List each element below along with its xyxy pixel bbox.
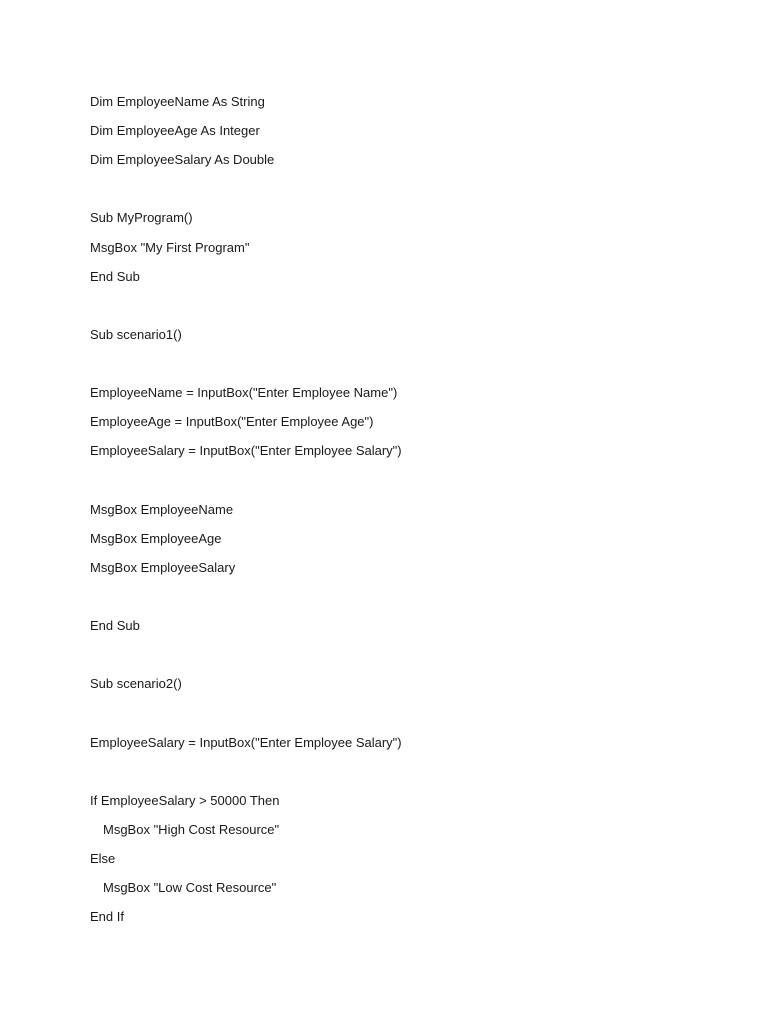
- code-line: Dim EmployeeSalary As Double: [90, 152, 275, 167]
- code-line: EmployeeName = InputBox("Enter Employee Name"): [90, 385, 398, 400]
- code-line: MsgBox EmployeeSalary: [90, 560, 236, 575]
- code-line: Dim EmployeeAge As Integer: [90, 123, 260, 138]
- code-line: Sub MyProgram(): [90, 210, 193, 225]
- code-line: End If: [90, 909, 124, 924]
- code-line: MsgBox "Low Cost Resource": [103, 880, 277, 895]
- code-line: MsgBox "My First Program": [90, 240, 250, 255]
- code-line: End Sub: [90, 618, 140, 633]
- code-line: EmployeeAge = InputBox("Enter Employee Age"): [90, 414, 374, 429]
- code-line: EmployeeSalary = InputBox("Enter Employee Salary"): [90, 443, 402, 458]
- code-line: If EmployeeSalary > 50000 Then: [90, 793, 280, 808]
- code-line: Sub scenario1(): [90, 327, 182, 342]
- code-line: Sub scenario2(): [90, 676, 182, 691]
- code-line: Else: [90, 851, 116, 866]
- code-line: MsgBox EmployeeName: [90, 502, 234, 517]
- code-line: MsgBox EmployeeAge: [90, 531, 222, 546]
- code-line: Dim EmployeeName As String: [90, 94, 265, 109]
- code-line: End Sub: [90, 269, 140, 284]
- code-line: EmployeeSalary = InputBox("Enter Employee Salary"): [90, 735, 402, 750]
- code-line: MsgBox "High Cost Resource": [103, 822, 280, 837]
